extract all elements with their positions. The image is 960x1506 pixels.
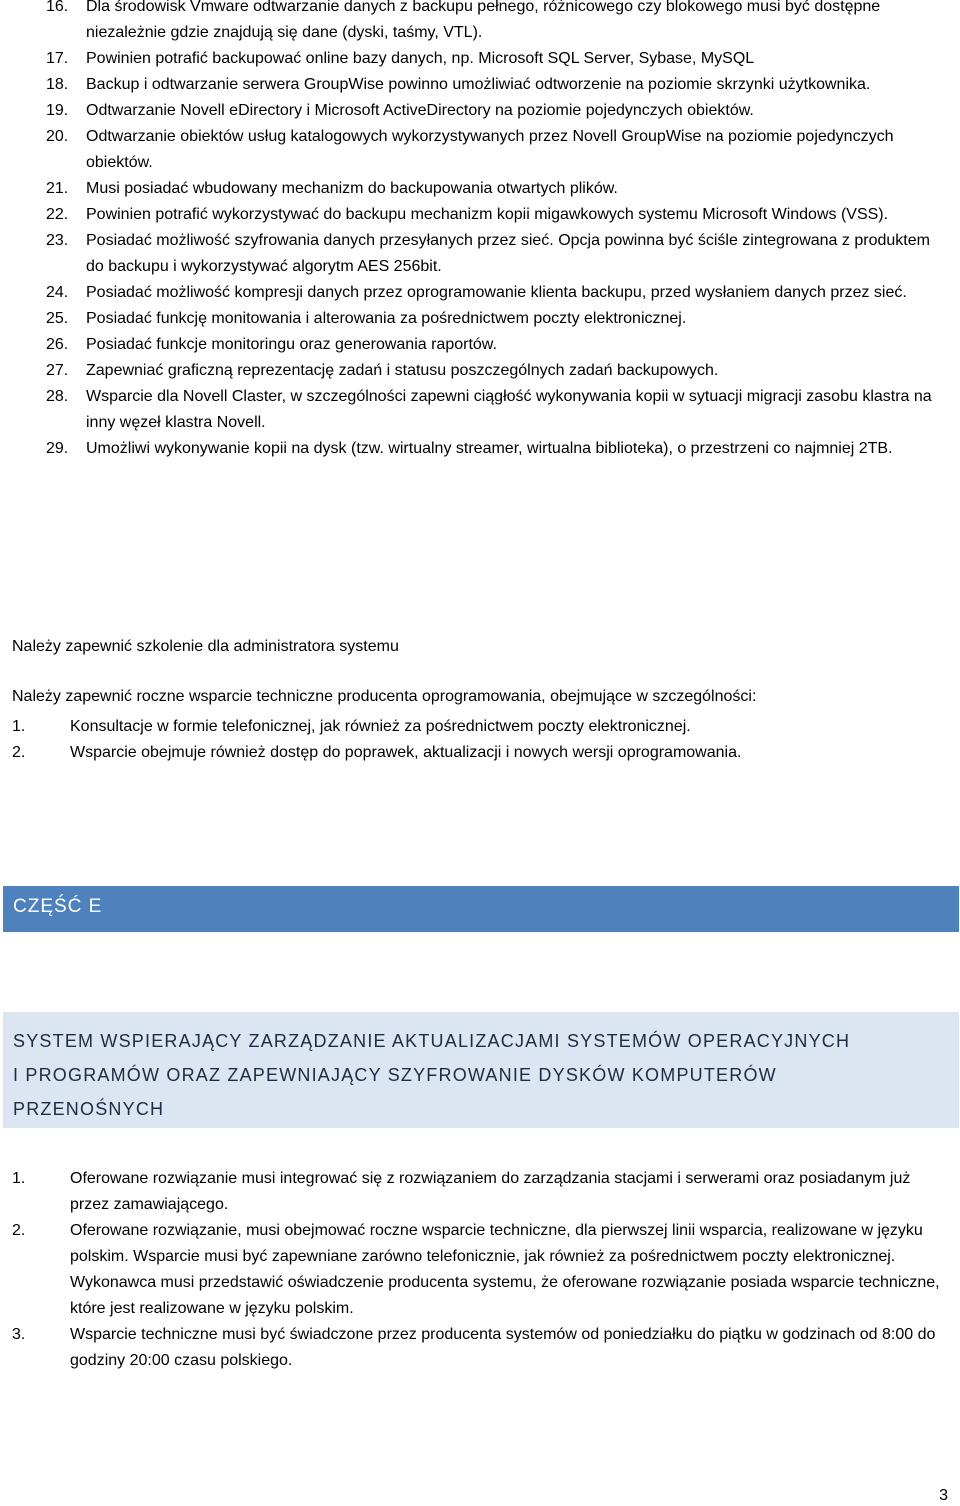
item-text: Wsparcie techniczne musi być świadczone przez producenta systemów od poniedziałku do piątku w godzinach od 8:00 do godziny 20:00 czasu polskiego.: [70, 1326, 936, 1369]
system-requirements-list: [0, 1166, 945, 1374]
item-number: 27.: [46, 362, 69, 379]
item-number: 23.: [46, 232, 69, 249]
training-paragraph: Należy zapewnić szkolenie dla administratora systemu: [12, 638, 399, 655]
item-text: Posiadać możliwość kompresji danych przez oprogramowanie klienta backupu, przed wysłaniem danych przez sieć.: [86, 284, 907, 301]
item-text: Oferowane rozwiązanie musi integrować się z rozwiązaniem do zarządzania stacjami i serwerami oraz posiadanym już przez zamawiającego.: [70, 1170, 911, 1213]
item-number: 19.: [46, 102, 69, 119]
item-number: 28.: [46, 388, 69, 405]
list-item: [0, 176, 945, 202]
page-number: 3: [939, 1487, 948, 1504]
item-number: 1.: [12, 1170, 26, 1187]
list-item: [0, 436, 945, 462]
item-text: Oferowane rozwiązanie, musi obejmować roczne wsparcie techniczne, dla pierwszej linii wsparcia, realizowane w języku polskim. Wsparcie musi być zapewniane zarówno telefonicznie, jak również za pośrednictwem poczty elektronicznej. Wykonawca musi przedstawić oświadczenie producenta systemu, że oferowane rozwiązanie posiada wsparcie techniczne, które jest realizowane w języku polskim.: [70, 1222, 940, 1317]
item-number: 16.: [46, 0, 69, 15]
item-number: 17.: [46, 50, 69, 67]
item-text: Powinien potrafić backupować online bazy danych, np. Microsoft SQL Server, Sybase, MySQL: [86, 50, 755, 67]
item-number: 26.: [46, 336, 69, 353]
list-item: [0, 332, 945, 358]
list-item: [0, 98, 945, 124]
item-text: Dla środowisk Vmware odtwarzanie danych z backupu pełnego, różnicowego czy blokowego musi być dostępne niezależnie gdzie znajdują się dane (dyski, taśmy, VTL).: [86, 0, 881, 41]
section-system-banner: [3, 1012, 959, 1128]
list-item: [0, 202, 945, 228]
item-text: Posiadać funkcję monitowania i alterowania za pośrednictwem poczty elektronicznej.: [86, 310, 687, 327]
item-text: Konsultacje w formie telefonicznej, jak również za pośrednictwem poczty elektronicznej.: [70, 718, 691, 735]
item-text: Musi posiadać wbudowany mechanizm do backupowania otwartych plików.: [86, 180, 618, 197]
list-item: [0, 1218, 945, 1322]
list-item: [0, 306, 945, 332]
item-number: 20.: [46, 128, 69, 145]
support-list: [0, 714, 945, 766]
list-item: [0, 384, 945, 436]
list-item: [0, 228, 945, 280]
list-item: [0, 358, 945, 384]
item-text: Zapewniać graficzną reprezentację zadań i statusu poszczególnych zadań backupowych.: [86, 362, 719, 379]
list-item: [0, 46, 945, 72]
item-text: Posiadać funkcje monitoringu oraz generowania raportów.: [86, 336, 497, 353]
section-system-title-line: PRZENOŚNYCH: [13, 1099, 165, 1119]
list-item: [0, 740, 945, 766]
item-number: 24.: [46, 284, 69, 301]
item-number: 29.: [46, 440, 69, 457]
item-text: Odtwarzanie obiektów usług katalogowych wykorzystywanych przez Novell GroupWise na poziomie pojedynczych obiektów.: [86, 128, 894, 171]
item-number: 21.: [46, 180, 69, 197]
requirements-list-continued: [0, 0, 945, 462]
item-number: 18.: [46, 76, 69, 93]
list-item: [0, 0, 945, 46]
list-item: [0, 1166, 945, 1218]
section-e-title: CZĘŚĆ E: [13, 896, 103, 917]
item-number: 25.: [46, 310, 69, 327]
list-item: [0, 1322, 945, 1374]
list-item: [0, 72, 945, 98]
section-e-banner: [3, 886, 959, 932]
item-text: Powinien potrafić wykorzystywać do backupu mechanizm kopii migawkowych systemu Microsoft Windows (VSS).: [86, 206, 889, 223]
item-number: 3.: [12, 1326, 26, 1343]
item-text: Backup i odtwarzanie serwera GroupWise powinno umożliwiać odtworzenie na poziomie skrzynki użytkownika.: [86, 76, 871, 93]
section-system-title-line: SYSTEM WSPIERAJĄCY ZARZĄDZANIE AKTUALIZACJAMI SYSTEMÓW OPERACYJNYCH: [13, 1031, 851, 1051]
item-text: Wsparcie dla Novell Claster, w szczególności zapewni ciągłość wykonywania kopii w sytuacji migracji zasobu klastra na inny węzeł klastra Novell.: [86, 388, 932, 431]
item-number: 22.: [46, 206, 69, 223]
section-system-title-line: I PROGRAMÓW ORAZ ZAPEWNIAJĄCY SZYFROWANIE DYSKÓW KOMPUTERÓW: [13, 1065, 777, 1085]
list-item: [0, 714, 945, 740]
item-text: Wsparcie obejmuje również dostęp do poprawek, aktualizacji i nowych wersji oprogramowania.: [70, 744, 742, 761]
item-text: Posiadać możliwość szyfrowania danych przesyłanych przez sieć. Opcja powinna być ściśle zintegrowana z produktem do backupu i wykorzystywać algorytm AES 256bit.: [86, 232, 930, 275]
list-item: [0, 124, 945, 176]
list-item: [0, 280, 945, 306]
item-number: 1.: [12, 718, 26, 735]
item-text: Odtwarzanie Novell eDirectory i Microsoft ActiveDirectory na poziomie pojedynczych obiektów.: [86, 102, 754, 119]
item-number: 2.: [12, 1222, 26, 1239]
item-text: Umożliwi wykonywanie kopii na dysk (tzw. wirtualny streamer, wirtualna biblioteka), o przestrzeni co najmniej 2TB.: [86, 440, 893, 457]
item-number: 2.: [12, 744, 26, 761]
support-intro: Należy zapewnić roczne wsparcie techniczne producenta oprogramowania, obejmujące w szczególności:: [12, 688, 757, 705]
